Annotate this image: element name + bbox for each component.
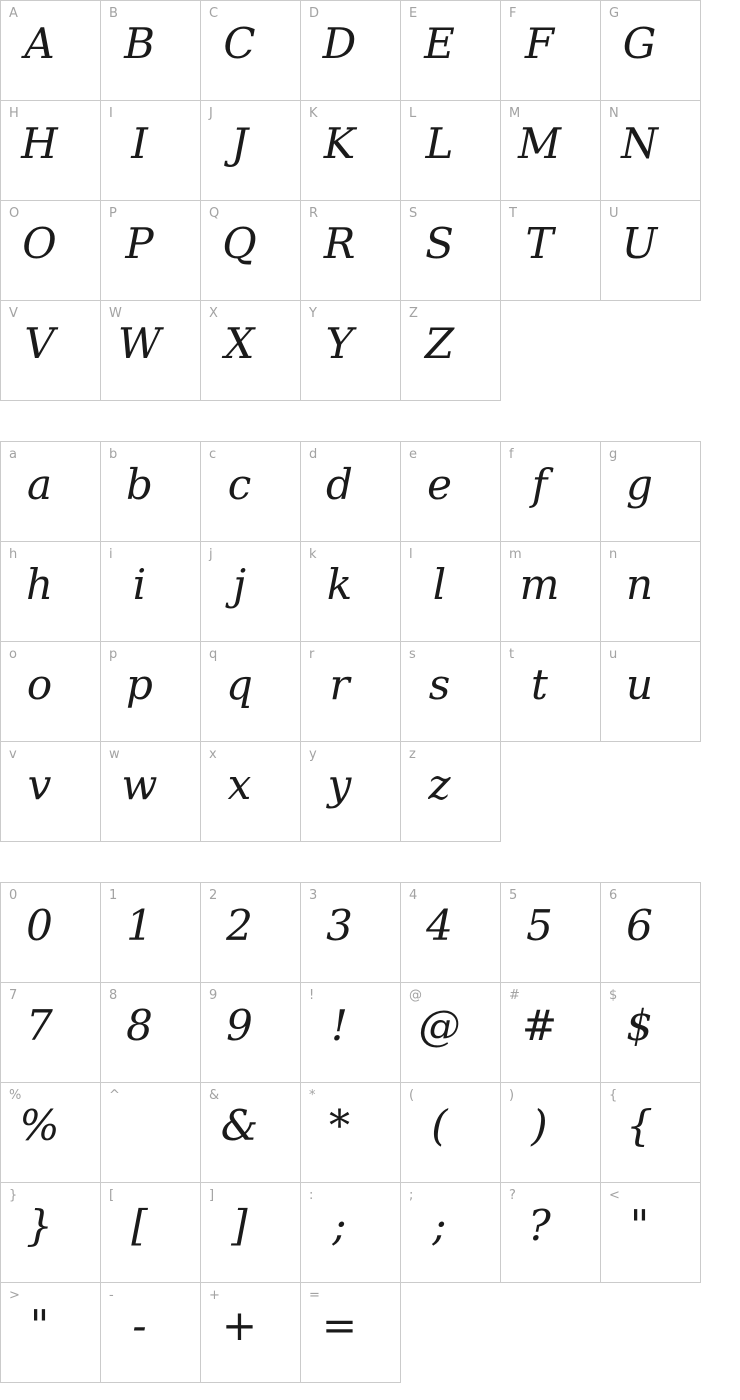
cell-character-label: ? [509,1188,516,1203]
cell-glyph: I [131,119,148,168]
charmap-row [1,1183,701,1283]
cell-glyph: r [329,660,350,709]
cell-character-label: % [9,1088,22,1103]
glyph-cell [401,101,501,201]
glyph-cell [301,301,401,401]
cell-character-label: W [109,306,122,321]
cell-glyph: b [126,460,153,509]
charmap-row [1,642,701,742]
cell-glyph: x [227,760,252,809]
cell-character-label: $ [609,988,618,1003]
cell-glyph: 7 [26,1001,53,1050]
cell-character-label: n [609,547,618,562]
glyph-cell [301,201,401,301]
glyph-cell [601,1083,701,1183]
cell-glyph: $ [626,1001,653,1050]
glyph-cell [101,742,201,842]
cell-glyph: V [24,319,55,368]
glyph-cell [301,542,401,642]
glyph-cell [501,983,601,1083]
cell-character-label: 5 [509,888,518,903]
cell-glyph: % [19,1101,60,1150]
cell-character-label: q [209,647,218,662]
cell-character-label: > [9,1288,20,1303]
charmap-row [1,442,701,542]
glyph-cell [401,442,501,542]
cell-glyph: d [326,460,353,509]
glyph-cell [301,1,401,101]
cell-glyph: C [223,19,256,68]
digits-and-symbols-table [0,882,701,1383]
glyph-cell [601,1,701,101]
cell-glyph: h [25,560,54,609]
cell-glyph: M [517,119,561,168]
cell-glyph: A [24,19,55,68]
glyph-cell [501,101,601,201]
cell-glyph: U [621,219,658,268]
cell-character-label: f [509,447,514,462]
cell-glyph: c [227,460,252,509]
glyph-cell [401,883,501,983]
cell-glyph: { [626,1101,653,1150]
cell-glyph: G [622,19,657,68]
cell-glyph: s [428,660,451,709]
cell-character-label: b [109,447,118,462]
charmap-row [1,1083,701,1183]
cell-character-label: j [209,547,213,562]
glyph-cell [401,983,501,1083]
cell-glyph: R [323,219,356,268]
cell-glyph: J [231,119,248,168]
cell-glyph: 2 [226,901,253,950]
charmap-row [1,201,701,301]
glyph-cell [101,1,201,101]
cell-character-label: k [309,547,317,562]
cell-character-label: & [209,1088,220,1103]
cell-glyph: 0 [26,901,53,950]
cell-character-label: h [9,547,18,562]
cell-character-label: K [309,106,318,121]
cell-character-label: A [9,6,18,21]
glyph-cell [401,742,501,842]
glyph-cell [1,201,101,301]
glyph-cell [1,542,101,642]
cell-glyph: - [132,1301,147,1350]
cell-character-label: J [209,106,213,121]
cell-character-label: t [509,647,515,662]
glyph-cell [401,201,501,301]
cell-glyph: & [220,1101,259,1150]
cell-character-label: = [309,1288,320,1303]
cell-character-label: S [409,206,418,221]
glyph-cell [601,642,701,742]
glyph-cell [201,883,301,983]
glyph-cell [101,442,201,542]
glyph-cell [401,1183,501,1283]
glyph-cell [301,742,401,842]
cell-character-label: U [609,206,619,221]
cell-glyph: ! [331,1001,348,1050]
glyph-cell [601,983,701,1083]
cell-character-label: 4 [409,888,418,903]
glyph-cell [201,1183,301,1283]
glyph-cell [501,1,601,101]
cell-character-label: e [409,447,417,462]
glyph-cell [201,542,301,642]
cell-glyph: F [524,19,555,68]
glyph-cell [201,1,301,101]
glyph-cell [501,542,601,642]
cell-glyph: ( [431,1101,448,1150]
cell-character-label: # [509,988,520,1003]
cell-glyph: B [124,19,155,68]
glyph-cell [101,201,201,301]
cell-glyph: 3 [326,901,353,950]
charmap-row [1,301,701,401]
cell-character-label: 7 [9,988,18,1003]
glyph-cell [301,1083,401,1183]
cell-glyph: ] [231,1201,248,1250]
cell-glyph: o [26,660,53,709]
cell-character-label: Y [309,306,317,321]
cell-character-label: M [509,106,521,121]
cell-glyph: O [22,219,57,268]
glyph-cell [601,101,701,201]
glyph-cell [601,542,701,642]
cell-character-label: + [209,1288,220,1303]
cell-character-label: Z [409,306,418,321]
cell-character-label: m [509,547,522,562]
charmap-row [1,1,701,101]
glyph-cell [501,201,601,301]
glyph-cell [1,1083,101,1183]
cell-glyph: + [221,1301,258,1350]
cell-glyph: # [521,1001,558,1050]
glyph-cell [101,542,201,642]
glyph-cell [401,642,501,742]
glyph-cell [501,1083,601,1183]
cell-character-label: G [609,6,620,21]
cell-character-label: C [209,6,219,21]
cell-glyph: k [326,560,353,609]
cell-glyph: l [432,560,447,609]
glyph-cell [401,1,501,101]
cell-glyph: t [531,660,548,709]
cell-glyph: D [322,19,357,68]
cell-glyph: 4 [426,901,453,950]
glyph-cell [201,442,301,542]
glyph-cell [501,883,601,983]
cell-character-label: ) [509,1088,515,1103]
cell-character-label: r [309,647,315,662]
cell-glyph: ; [332,1201,347,1250]
cell-character-label: a [9,447,17,462]
cell-glyph: L [425,119,454,168]
cell-character-label: i [109,547,113,562]
cell-character-label: 3 [309,888,318,903]
charmap-row [1,1283,701,1383]
charmap-row [1,883,701,983]
glyph-cell [1,883,101,983]
glyph-cell [301,983,401,1083]
cell-character-label: < [609,1188,620,1203]
cell-character-label: L [409,106,417,121]
glyph-cell [501,642,601,742]
glyph-cell [201,983,301,1083]
glyph-cell [101,1083,201,1183]
cell-glyph: " [629,1201,650,1250]
charmap-row [1,983,701,1083]
cell-glyph: K [323,119,356,168]
cell-glyph: T [525,219,554,268]
cell-character-label: x [209,747,217,762]
cell-character-label: F [509,6,517,21]
cell-character-label: * [309,1088,316,1103]
cell-character-label: : [309,1188,314,1203]
glyph-cell [101,301,201,401]
glyph-cell [401,542,501,642]
cell-character-label: N [609,106,619,121]
cell-character-label: d [309,447,318,462]
cell-glyph: W [117,319,162,368]
cell-glyph: ; [432,1201,447,1250]
cell-glyph: v [27,760,52,809]
cell-character-label: - [109,1288,114,1303]
glyph-cell [301,1183,401,1283]
cell-glyph: e [427,460,452,509]
cell-character-label: ! [309,988,315,1003]
glyph-cell [301,883,401,983]
glyph-cell [1,742,101,842]
cell-glyph: } [26,1201,53,1250]
glyph-cell [601,883,701,983]
glyph-cell [401,1083,501,1183]
cell-glyph: 1 [126,901,153,950]
glyph-cell [201,301,301,401]
cell-character-label: T [509,206,517,221]
cell-character-label: 6 [609,888,618,903]
glyph-cell [301,101,401,201]
cell-character-label: O [9,206,20,221]
glyph-cell [101,1283,201,1383]
cell-glyph: Z [424,319,455,368]
cell-glyph: 6 [626,901,653,950]
cell-glyph: 9 [226,1001,253,1050]
cell-character-label: P [109,206,117,221]
cell-character-label: ^ [109,1088,120,1103]
cell-character-label: H [9,106,19,121]
glyph-cell [1,442,101,542]
charmap-row [1,101,701,201]
cell-glyph: S [425,219,454,268]
cell-glyph: X [224,319,255,368]
cell-glyph: m [519,560,560,609]
cell-character-label: 0 [9,888,18,903]
glyph-cell [301,642,401,742]
cell-glyph: f [531,460,548,509]
cell-glyph: g [626,460,653,509]
cell-character-label: @ [409,988,422,1003]
cell-glyph: i [132,560,147,609]
cell-character-label: R [309,206,319,221]
glyph-cell [1,1,101,101]
glyph-cell [1,1183,101,1283]
cell-glyph: q [226,660,253,709]
cell-character-label: E [409,6,418,21]
glyph-cell [1,1283,101,1383]
cell-glyph: ? [528,1201,551,1250]
cell-glyph: " [29,1301,50,1350]
cell-glyph: = [321,1301,358,1350]
cell-character-label: 9 [209,988,218,1003]
glyph-cell [501,1183,601,1283]
glyph-cell [601,201,701,301]
cell-character-label: o [9,647,17,662]
cell-glyph: n [625,560,654,609]
cell-character-label: g [609,447,618,462]
cell-character-label: { [609,1088,618,1103]
cell-character-label: c [209,447,217,462]
cell-character-label: } [9,1188,18,1203]
cell-glyph: P [125,219,154,268]
cell-glyph: Y [325,319,354,368]
cell-character-label: 1 [109,888,118,903]
glyph-cell [601,442,701,542]
cell-character-label: s [409,647,416,662]
glyph-cell [101,883,201,983]
cell-glyph: 8 [126,1001,153,1050]
cell-character-label: D [309,6,320,21]
cell-glyph: w [121,760,158,809]
cell-character-label: 2 [209,888,218,903]
glyph-cell [201,201,301,301]
glyph-cell [201,101,301,201]
glyph-cell [601,1183,701,1283]
glyph-cell [401,301,501,401]
cell-glyph: ) [531,1101,548,1150]
glyph-cell [201,742,301,842]
cell-character-label: p [109,647,118,662]
glyph-cell [101,983,201,1083]
cell-character-label: l [409,547,413,562]
cell-glyph: j [232,560,247,609]
lowercase-letters-table [0,441,701,842]
cell-glyph: @ [418,1001,461,1050]
glyph-cell [201,1283,301,1383]
cell-glyph: * [329,1101,350,1150]
cell-glyph: z [428,760,451,809]
cell-glyph: p [126,660,153,709]
cell-character-label: V [9,306,18,321]
cell-glyph: H [21,119,58,168]
cell-glyph: E [424,19,455,68]
glyph-cell [1,301,101,401]
glyph-cell [501,442,601,542]
glyph-cell [1,983,101,1083]
cell-character-label: 8 [109,988,118,1003]
cell-character-label: w [109,747,120,762]
glyph-cell [301,1283,401,1383]
cell-character-label: I [109,106,113,121]
cell-glyph: y [327,760,352,809]
glyph-cell [1,101,101,201]
cell-character-label: ( [409,1088,415,1103]
cell-glyph: [ [131,1201,148,1250]
glyph-cell [101,101,201,201]
cell-character-label: [ [109,1188,115,1203]
cell-glyph: 5 [526,901,553,950]
cell-character-label: y [309,747,317,762]
cell-glyph: a [26,460,53,509]
cell-character-label: ] [209,1188,215,1203]
glyph-cell [201,1083,301,1183]
cell-glyph: Q [222,219,257,268]
charmap-row [1,742,701,842]
uppercase-letters-table [0,0,701,401]
cell-character-label: z [409,747,416,762]
glyph-cell [301,442,401,542]
cell-character-label: u [609,647,618,662]
charmap-row [1,542,701,642]
cell-character-label: Q [209,206,220,221]
cell-glyph: u [625,660,654,709]
glyph-cell [201,642,301,742]
glyph-cell [101,1183,201,1283]
cell-character-label: B [109,6,118,21]
cell-character-label: v [9,747,17,762]
glyph-cell [1,642,101,742]
glyph-cell [101,642,201,742]
cell-character-label: ; [409,1188,414,1203]
cell-glyph: N [621,119,658,168]
cell-character-label: X [209,306,218,321]
